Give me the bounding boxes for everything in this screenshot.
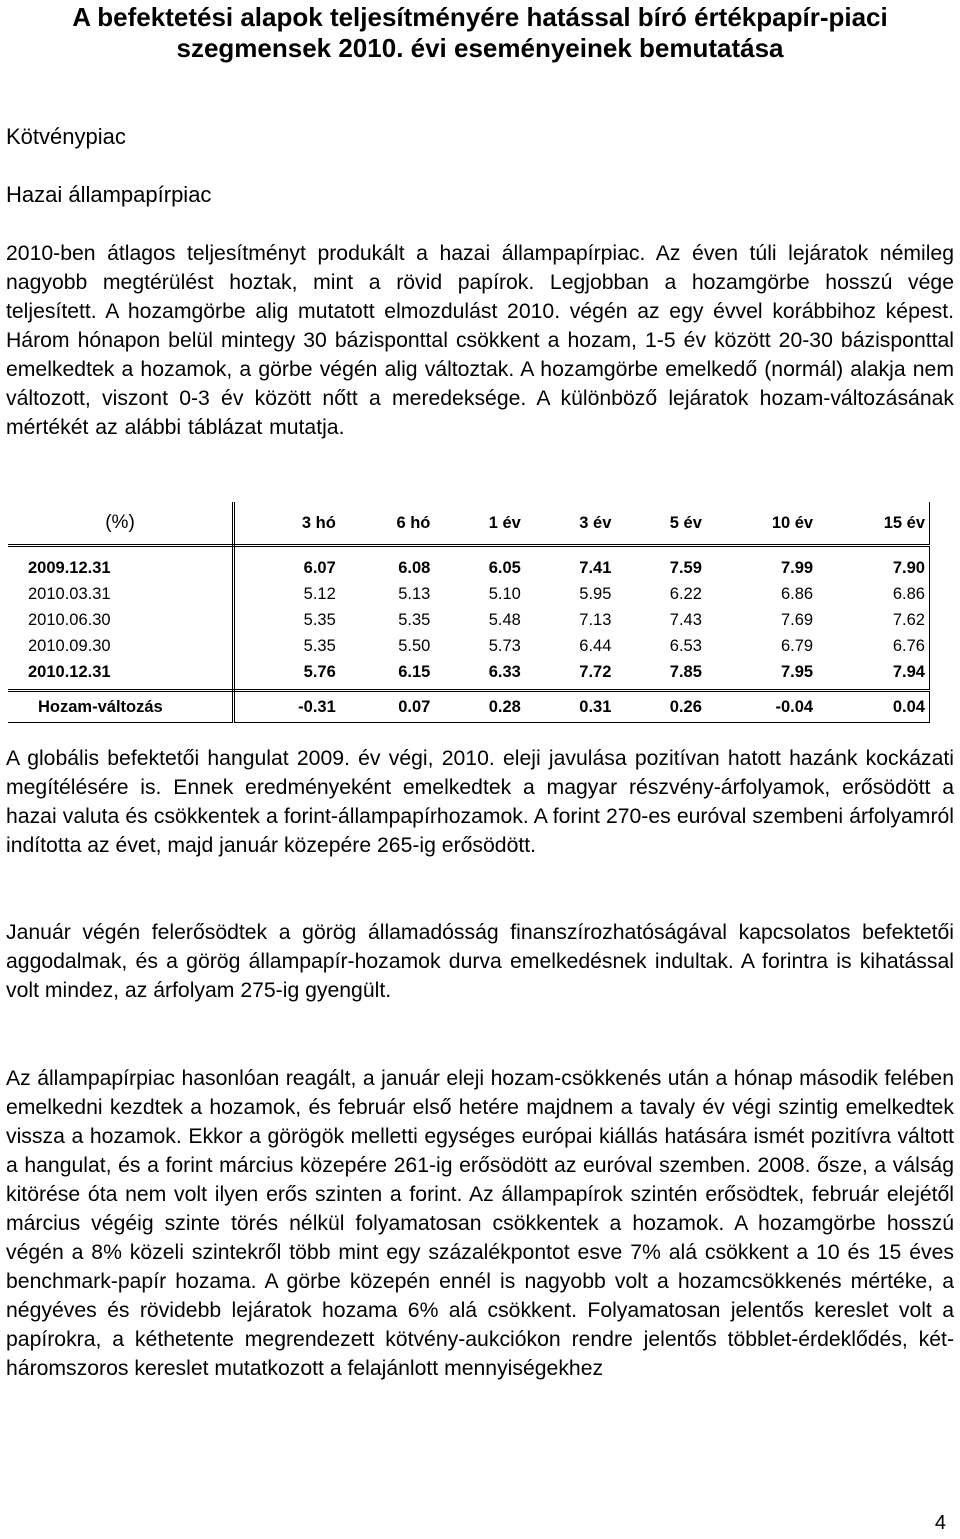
table-cell: 7.85	[615, 659, 706, 691]
table-cell: 5.73	[488, 636, 521, 655]
table-cell: 7.43	[669, 610, 702, 629]
row-date: 2010.09.30	[8, 633, 234, 659]
table-cell: 6.53	[669, 636, 702, 655]
table-cell: 5.12	[303, 584, 336, 603]
table-cell: 6.86	[780, 584, 814, 603]
table-cell: 6.44	[579, 636, 612, 655]
yield-change-row	[8, 691, 930, 723]
page-title: A befektetési alapok teljesítményére hatással bíró értékpapír-piaci szegmensek 2010. évi eseményeinek bemutatása	[72, 2, 888, 63]
yield-change-label: Hozam-változás	[8, 691, 234, 723]
table-cell: 6.05	[488, 558, 521, 577]
subsection-heading: Hazai állampapírpiac	[6, 182, 212, 207]
table-cell: 6.76	[892, 636, 925, 655]
column-header: 1 év	[434, 502, 525, 546]
table-cell: 6.22	[669, 584, 702, 603]
table-cell: 7.90	[892, 558, 925, 577]
table-cell: 0.07	[340, 691, 435, 723]
table-cell: 7.59	[669, 558, 702, 577]
table-row	[8, 607, 930, 633]
row-date: 2010.06.30	[8, 607, 234, 633]
table-cell: 5.50	[398, 636, 431, 655]
table-corner-label: (%)	[8, 502, 234, 546]
paragraph-greek-debt: Január végén felerősödtek a görög államadósság finanszírozhatóságával kapcsolatos befektetői aggodalmak, és a görög állampapír-hozamok durva emelkedésnek indultak. A forintra is kihatással volt mindez, az árfolyam 275-ig gyengült.	[6, 921, 954, 1002]
table-cell: 7.62	[892, 610, 925, 629]
table-cell: 6.86	[892, 584, 925, 603]
table-cell: 7.69	[780, 610, 814, 629]
table-cell: 5.76	[234, 659, 340, 691]
table-cell: -0.04	[706, 691, 817, 723]
table-cell: 5.10	[488, 584, 521, 603]
paragraph-sentiment: A globális befektetői hangulat 2009. év végi, 2010. eleji javulása pozitívan hatott hazánk kockázati megítélésére is. Ennek eredményeként emelkedtek a magyar részvény-árfolyamok, erősödött a hazai valuta és csökkentek a forint-állampapírhozamok. A forint 270-es euróval szembeni árfolyamról indította az évet, majd január közepére 265-ig erősödött.	[6, 747, 954, 857]
column-header: 15 év	[817, 502, 929, 546]
table-cell: 0.28	[434, 691, 525, 723]
table-cell: 7.94	[817, 659, 929, 691]
table-cell: 5.35	[398, 610, 431, 629]
table-cell: 6.07	[303, 558, 336, 577]
yield-table	[8, 502, 930, 723]
column-header: 6 hó	[340, 502, 435, 546]
table-cell: -0.31	[234, 691, 340, 723]
table-row	[8, 546, 930, 582]
table-row	[8, 633, 930, 659]
table-cell: 6.15	[340, 659, 435, 691]
table-cell: 7.72	[525, 659, 616, 691]
page-number: 4	[934, 1512, 946, 1534]
table-cell: 6.08	[398, 558, 431, 577]
paragraph-bond-market: Az állampapírpiac hasonlóan reagált, a január eleji hozam-csökkenés után a hónap második felében emelkedni kezdtek a hozamok, és február első hetére majdnem a tavaly év végi szintig emelkedtek vissza a hozamok. Ekkor a görögök melletti egységes európai kiállás hatására ismét pozitívra váltott a hangulat, és a forint március közepére 261-ig erősödött az euróval szemben. 2008. ősze, a válság kitörése óta nem volt ilyen erős szinten a forint. Az állampapírok szintén erősödtek, február elejétől március végéig szinte törés nélkül folyamatosan csökkentek a hozamok. A hozamgörbe hosszú végén a 8% közeli szintekről több mint egy százalékpontot esve 7% alá csökkent a 10 és 15 éves benchmark-papír hozama. A görbe közepén ennél is nagyobb volt a hozamcsökkenés mértéke, a négyéves és rövidebb lejáratok hozama 6% alá csökkent. Folyamatosan jelentős kereslet volt a papírokra, a kéthetente megrendezett kötvény-aukciókon rendre jelentős többlet-érdeklődés, két-háromszoros kereslet mutatkozott a felajánlott mennyiségekhez	[6, 1067, 954, 1380]
column-header: 5 év	[615, 502, 706, 546]
table-cell: 5.35	[303, 636, 336, 655]
table-cell: 7.41	[579, 558, 612, 577]
table-cell: 6.33	[434, 659, 525, 691]
row-date: 2009.12.31	[8, 546, 234, 582]
column-header: 10 év	[706, 502, 817, 546]
table-cell: 6.79	[780, 636, 814, 655]
table-cell: 7.95	[706, 659, 817, 691]
row-date: 2010.12.31	[8, 659, 234, 691]
table-row	[8, 581, 930, 607]
column-header: 3 év	[525, 502, 616, 546]
table-row	[8, 659, 930, 691]
table-cell: 5.95	[579, 584, 612, 603]
table-cell: 5.48	[488, 610, 521, 629]
column-header: 3 hó	[234, 502, 340, 546]
table-cell: 5.13	[398, 584, 431, 603]
section-heading: Kötvénypiac	[6, 124, 126, 149]
table-cell: 7.13	[579, 610, 612, 629]
table-cell: 7.99	[780, 558, 814, 577]
table-cell: 5.35	[303, 610, 336, 629]
paragraph-intro: 2010-ben átlagos teljesítményt produkált a hazai állampapírpiac. Az éven túli lejáratok némileg nagyobb megtérülést hoztak, mint a rövid papírok. Legjobban a hozamgörbe hosszú vége teljesített. A hozamgörbe alig mutatott elmozdulást 2010. végén az egy évvel korábbihoz képest. Három hónapon belül mintegy 30 bázisponttal csökkent a hozam, 1-5 év között 20-30 bázisponttal emelkedtek a hozamok, a görbe végén alig változtak. A hozamgörbe emelkedő (normál) alakja nem változott, viszont 0-3 év között nőtt a meredeksége. A különböző lejáratok hozam-változásának mértékét az alábbi táblázat mutatja.	[6, 242, 954, 439]
row-date: 2010.03.31	[8, 581, 234, 607]
table-cell: 0.26	[615, 691, 706, 723]
table-cell: 0.04	[817, 691, 929, 723]
table-cell: 0.31	[525, 691, 616, 723]
